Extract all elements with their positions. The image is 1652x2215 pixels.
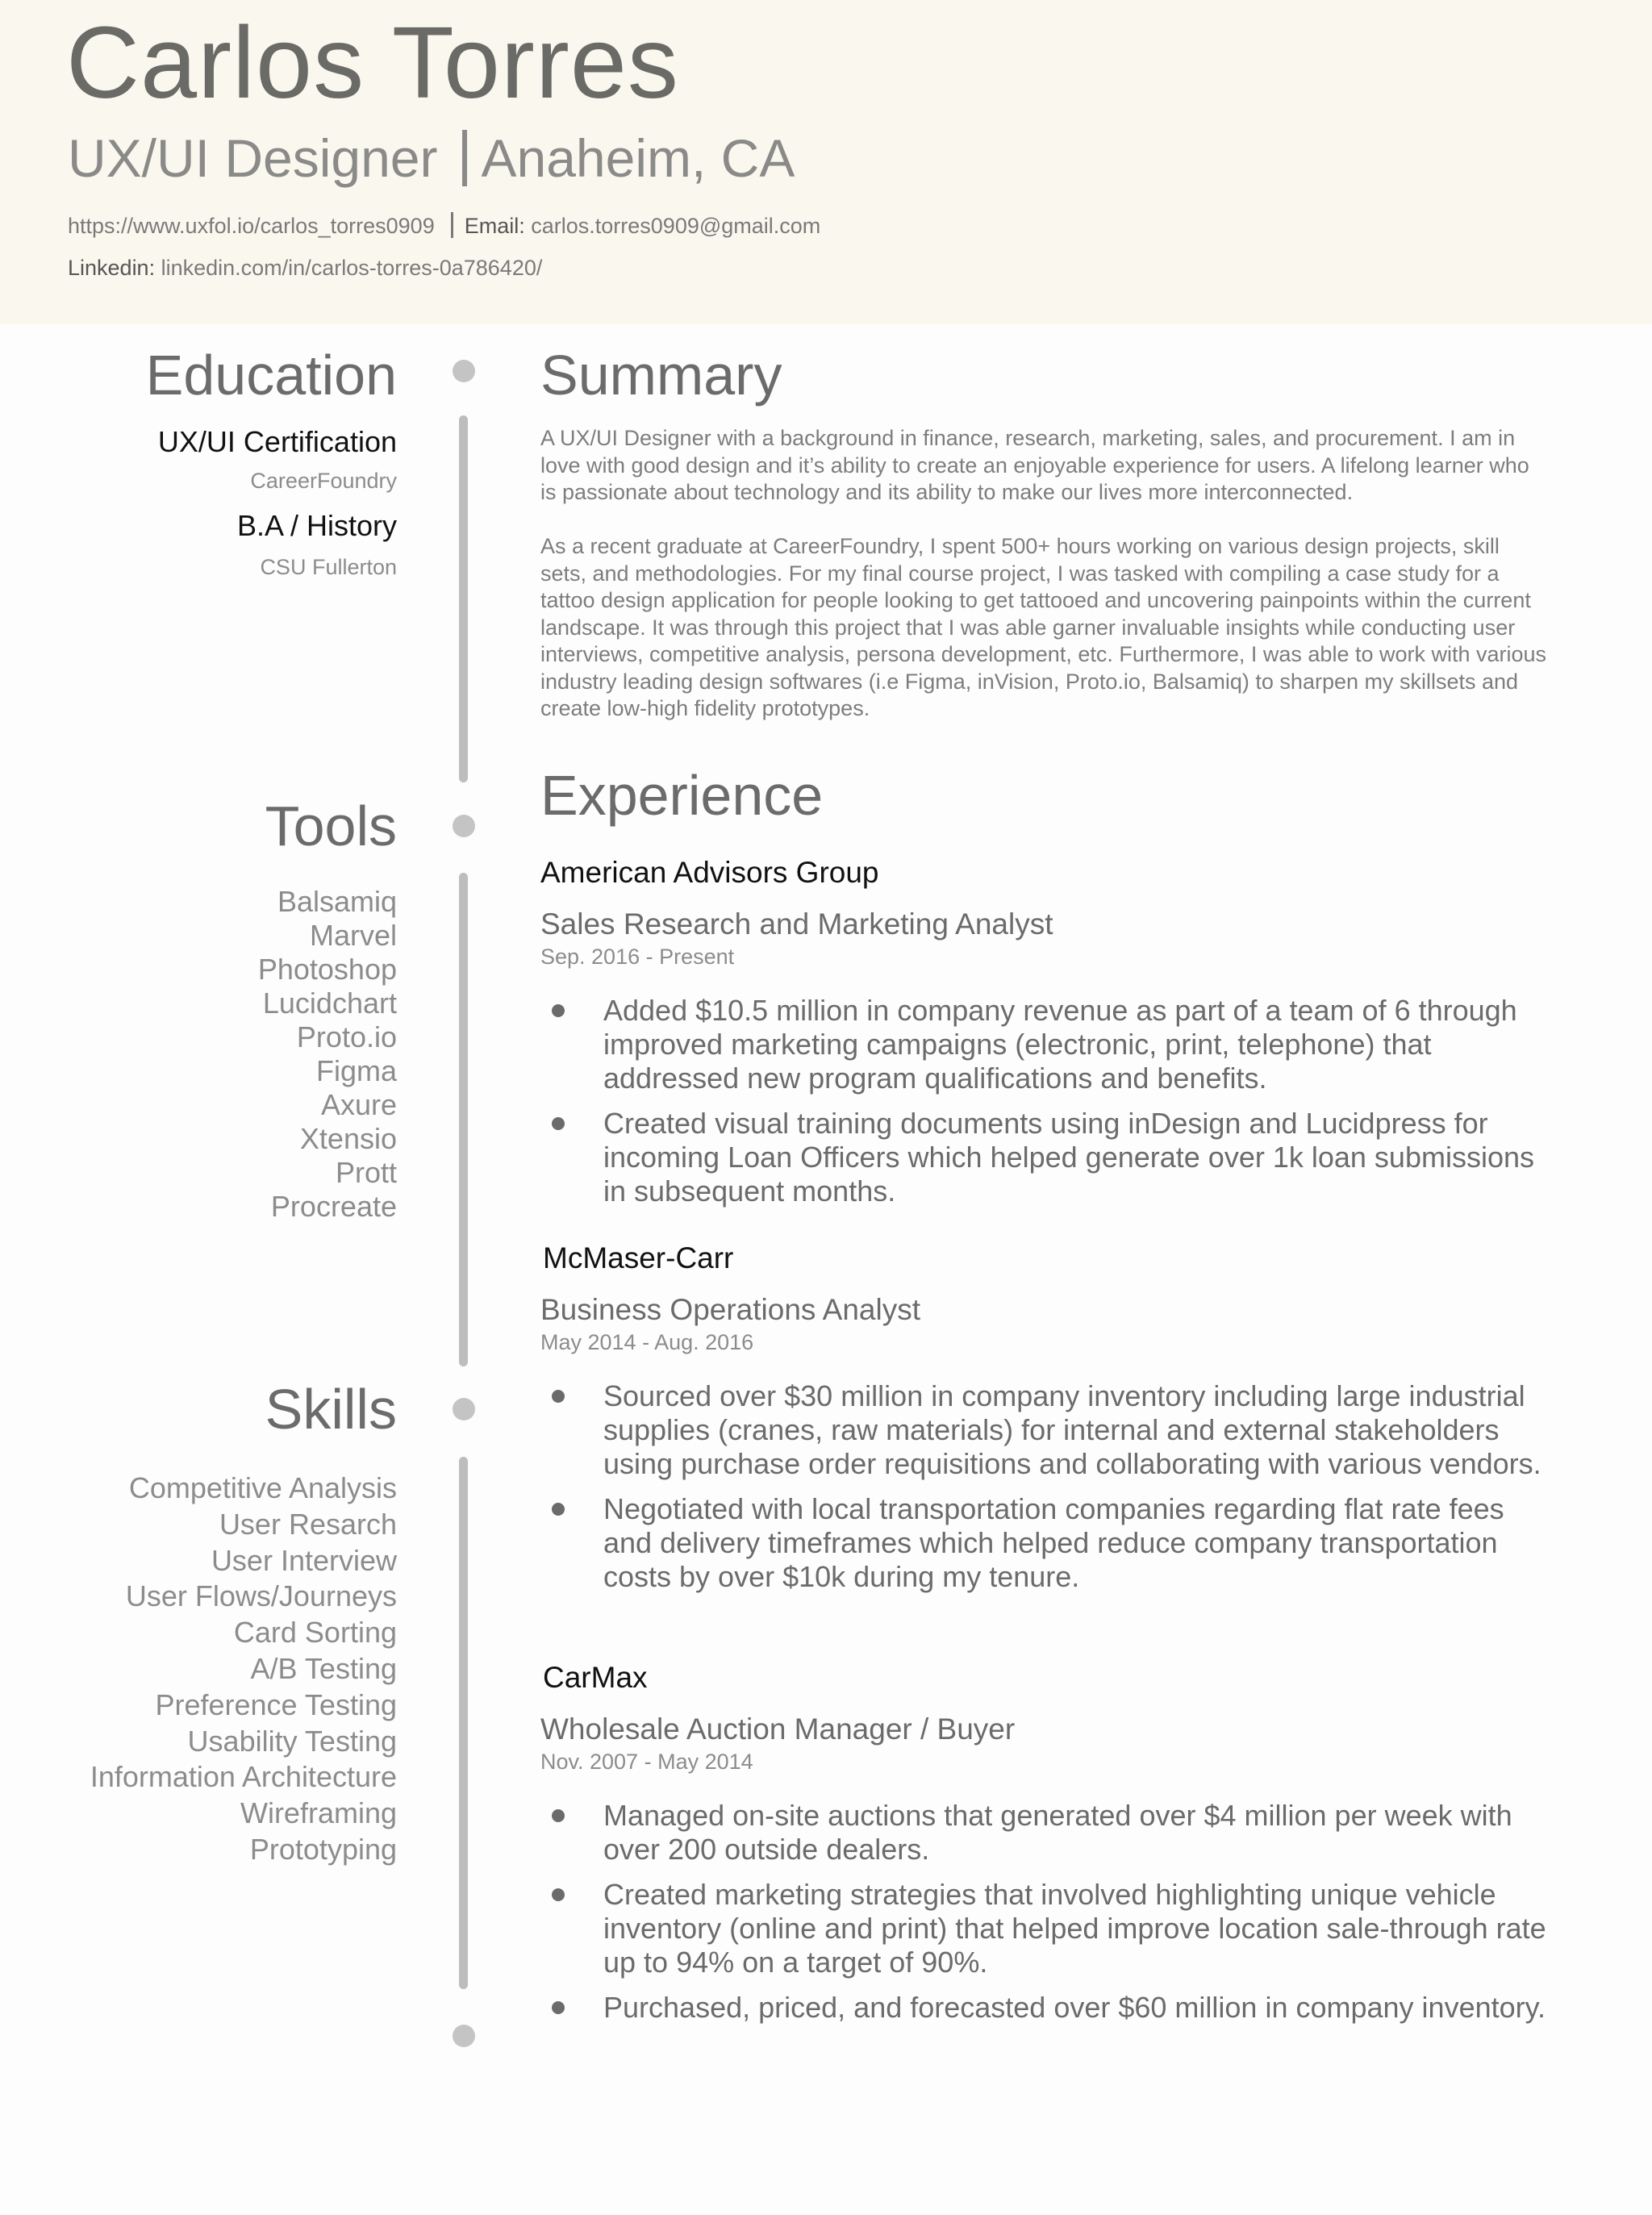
job-bullet [540, 1379, 1557, 1481]
job-company-2: McMaser-Carr [543, 1241, 734, 1274]
education-title-2: B.A / History [236, 509, 397, 542]
tool-item: Xtensio [299, 1122, 397, 1155]
bullet-icon [552, 1117, 565, 1130]
tool-item: Marvel [309, 919, 397, 952]
skills-list [90, 1470, 397, 1868]
bullet-icon [552, 1503, 565, 1516]
portfolio-link[interactable]: https://www.uxfol.io/carlos_torres0909 [68, 214, 435, 238]
bullet-text: Purchased, priced, and forecasted over $60 million in company inventory. [603, 1991, 1546, 2024]
email-label: Email: [464, 214, 525, 238]
title-divider [462, 130, 467, 186]
timeline-dot-end [453, 2025, 475, 2047]
job-role-1: Sales Research and Marketing Analyst [540, 907, 1053, 941]
location: Anaheim, CA [481, 128, 795, 188]
job-bullet [540, 1991, 1557, 2025]
job-dates-3: Nov. 2007 - May 2014 [540, 1750, 753, 1774]
tool-item: Prott [335, 1156, 397, 1189]
bullet-icon [552, 2001, 565, 2014]
linkedin-link[interactable]: linkedin.com/in/carlos-torres-0a786420/ [161, 256, 543, 280]
job-company-3: CarMax [543, 1661, 648, 1694]
bullet-text: Created marketing strategies that involved highlighting unique vehicle inventory (online and print) that helped improve location sale-through rate up to 94% on a target of 90%. [603, 1878, 1546, 1979]
experience-heading: Experience [540, 764, 824, 827]
email-link[interactable]: carlos.torres0909@gmail.com [531, 214, 821, 238]
job-bullets-2 [540, 1379, 1557, 1605]
skill-item: Information Architecture [90, 1760, 397, 1794]
timeline-dot-skills [453, 1398, 475, 1420]
candidate-name: Carlos Torres [66, 6, 679, 119]
job-company-1: American Advisors Group [540, 856, 879, 889]
timeline-dot-education [453, 360, 475, 382]
education-school-2: CSU Fullerton [260, 555, 397, 579]
bullet-icon [552, 1390, 565, 1403]
skill-item: User Resarch [219, 1507, 397, 1541]
bullet-text: Created visual training documents using inDesign and Lucidpress for incoming Loan Officers which helped generate over 1k loan submissions in subsequent months. [603, 1107, 1534, 1208]
tool-item: Procreate [270, 1190, 397, 1223]
tool-item: Proto.io [296, 1020, 397, 1053]
job-bullet [540, 1492, 1557, 1594]
skill-item: Wireframing [240, 1796, 397, 1830]
skill-item: Card Sorting [233, 1616, 397, 1650]
job-title-location [68, 126, 795, 190]
contact-line-1 [68, 211, 820, 240]
bullet-text: Added $10.5 million in company revenue as part of a team of 6 through improved marketing campaigns (electronic, print, telephone) that addressed new program qualifications and benefits. [603, 994, 1517, 1095]
bullet-icon [552, 1004, 565, 1017]
tool-item: Photoshop [257, 953, 397, 986]
summary-heading: Summary [540, 344, 782, 407]
job-dates-1: Sep. 2016 - Present [540, 945, 735, 969]
timeline-line-tools [459, 873, 468, 1366]
skill-item: Prototyping [249, 1832, 397, 1866]
bullet-text: Sourced over $30 million in company inventory including large industrial supplies (cranes, raw materials) for internal and external stakeholders using purchase order requisitions and collaborating with various vendors. [603, 1379, 1541, 1480]
tool-item: Axure [320, 1088, 397, 1121]
tools-list [258, 885, 397, 1224]
skills-heading: Skills [265, 1378, 397, 1441]
bullet-text: Negotiated with local transportation companies regarding flat rate fees and delivery timeframes which helped reduce company transportation costs by over $10k during my tenure. [603, 1492, 1504, 1593]
contact-line-2 [68, 253, 542, 282]
tool-item: Balsamiq [277, 885, 397, 918]
skill-item: A/B Testing [250, 1651, 397, 1685]
job-title: UX/UI Designer [68, 128, 438, 188]
linkedin-label: Linkedin: [68, 256, 156, 280]
timeline-line-education [459, 415, 468, 782]
education-title-1: UX/UI Certification [157, 425, 397, 458]
job-bullet [540, 994, 1557, 1095]
tool-item: Lucidchart [262, 987, 397, 1020]
education-school-1: CareerFoundry [250, 469, 397, 493]
job-bullets-3 [540, 1799, 1557, 2036]
skill-item: User Interview [211, 1543, 397, 1577]
job-bullet [540, 1107, 1557, 1208]
job-bullets-1 [540, 994, 1557, 1220]
summary-paragraph-1: A UX/UI Designer with a background in finance, research, marketing, sales, and procurement. I am in love with good design and it’s ability to create an enjoyable experience for users. A lifelong learner who is passionate about technology and its ability to make our lives more interconnected. [540, 426, 1529, 504]
job-dates-2: May 2014 - Aug. 2016 [540, 1330, 754, 1354]
bullet-text: Managed on-site auctions that generated over $4 million per week with over 200 outside dealers. [603, 1799, 1512, 1866]
timeline-line-skills [459, 1457, 468, 1989]
job-role-2: Business Operations Analyst [540, 1293, 920, 1326]
job-bullet [540, 1878, 1557, 1979]
timeline-dot-tools [453, 815, 475, 837]
tools-heading: Tools [265, 795, 397, 857]
job-role-3: Wholesale Auction Manager / Buyer [540, 1712, 1016, 1746]
contact-divider [451, 212, 453, 238]
bullet-icon [552, 1809, 565, 1822]
skill-item: Usability Testing [187, 1724, 397, 1758]
job-bullet [540, 1799, 1557, 1867]
skill-item: Preference Testing [155, 1687, 397, 1721]
skill-item: User Flows/Journeys [125, 1579, 397, 1613]
skill-item: Competitive Analysis [128, 1471, 397, 1504]
summary-paragraph-2: As a recent graduate at CareerFoundry, I spent 500+ hours working on various design projects, skill sets, and methodologies. For my final course project, I was tasked with compiling a case study for a tattoo design application for people looking to get tattooed and uncovering painpoints within the current landscape. It was through this project that I was able garner invaluable insights while conducting user interviews, competitive analysis, persona development, etc. Furthermore, I was able to work with various industry leading design softwares (i.e Figma, inVision, Proto.io, Balsamiq) to sharpen my skillsets and create low-high fidelity prototypes. [540, 534, 1547, 720]
bullet-icon [552, 1888, 565, 1901]
tool-item: Figma [315, 1054, 397, 1087]
education-heading: Education [145, 344, 397, 407]
